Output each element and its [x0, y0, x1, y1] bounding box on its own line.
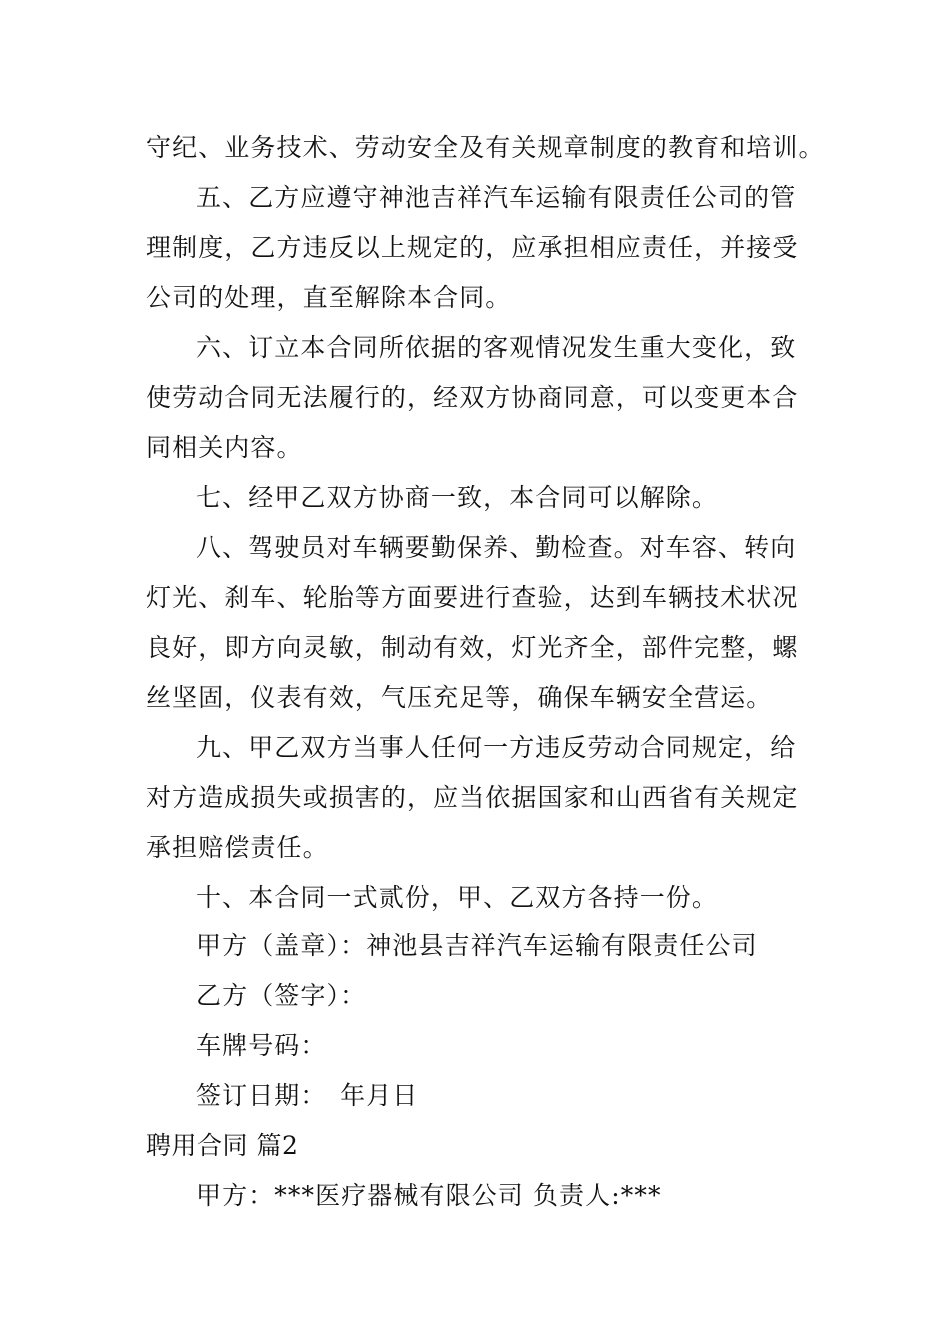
clause-5-line-2: 理制度，乙方违反以上规定的，应承担相应责任，并接受: [146, 233, 799, 262]
sign-date-line: 签订日期： 年月日: [196, 1081, 419, 1110]
paragraph-line: 守纪、业务技术、劳动安全及有关规章制度的教育和培训。: [146, 133, 825, 162]
clause-8-line-2: 灯光、刹车、轮胎等方面要进行查验，达到车辆技术状况: [146, 583, 799, 612]
clause-10-line-1: 十、本合同一式贰份，甲、乙双方各持一份。: [196, 883, 719, 912]
next-contract-party-a: 甲方：***医疗器械有限公司 负责人:***: [196, 1181, 662, 1210]
clause-5-line-3: 公司的处理，直至解除本合同。: [146, 283, 512, 312]
clause-5-line-1: 五、乙方应遵守神池吉祥汽车运输有限责任公司的管: [196, 183, 797, 212]
party-a-seal-line: 甲方（盖章）：神池县吉祥汽车运输有限责任公司: [196, 931, 758, 960]
clause-9-line-2: 对方造成损失或损害的，应当依据国家和山西省有关规定: [146, 783, 799, 812]
clause-8-line-1: 八、驾驶员对车辆要勤保养、勤检查。对车容、转向: [196, 533, 797, 562]
clause-9-line-1: 九、甲乙双方当事人任何一方违反劳动合同规定，给: [196, 733, 797, 762]
section-title: 聘用合同 篇2: [146, 1131, 299, 1160]
clause-6-line-3: 同相关内容。: [146, 433, 303, 462]
clause-8-line-3: 良好，即方向灵敏，制动有效，灯光齐全，部件完整，螺: [146, 633, 799, 662]
clause-6-line-2: 使劳动合同无法履行的，经双方协商同意，可以变更本合: [146, 383, 799, 412]
clause-7-line-1: 七、经甲乙双方协商一致，本合同可以解除。: [196, 483, 719, 512]
clause-8-line-4: 丝坚固，仪表有效，气压充足等，确保车辆安全营运。: [146, 683, 773, 712]
clause-9-line-3: 承担赔偿责任。: [146, 833, 329, 862]
clause-6-line-1: 六、订立本合同所依据的客观情况发生重大变化，致: [196, 333, 797, 362]
party-b-signature-line: 乙方（签字）：: [196, 981, 367, 1010]
plate-number-line: 车牌号码：: [196, 1031, 327, 1060]
